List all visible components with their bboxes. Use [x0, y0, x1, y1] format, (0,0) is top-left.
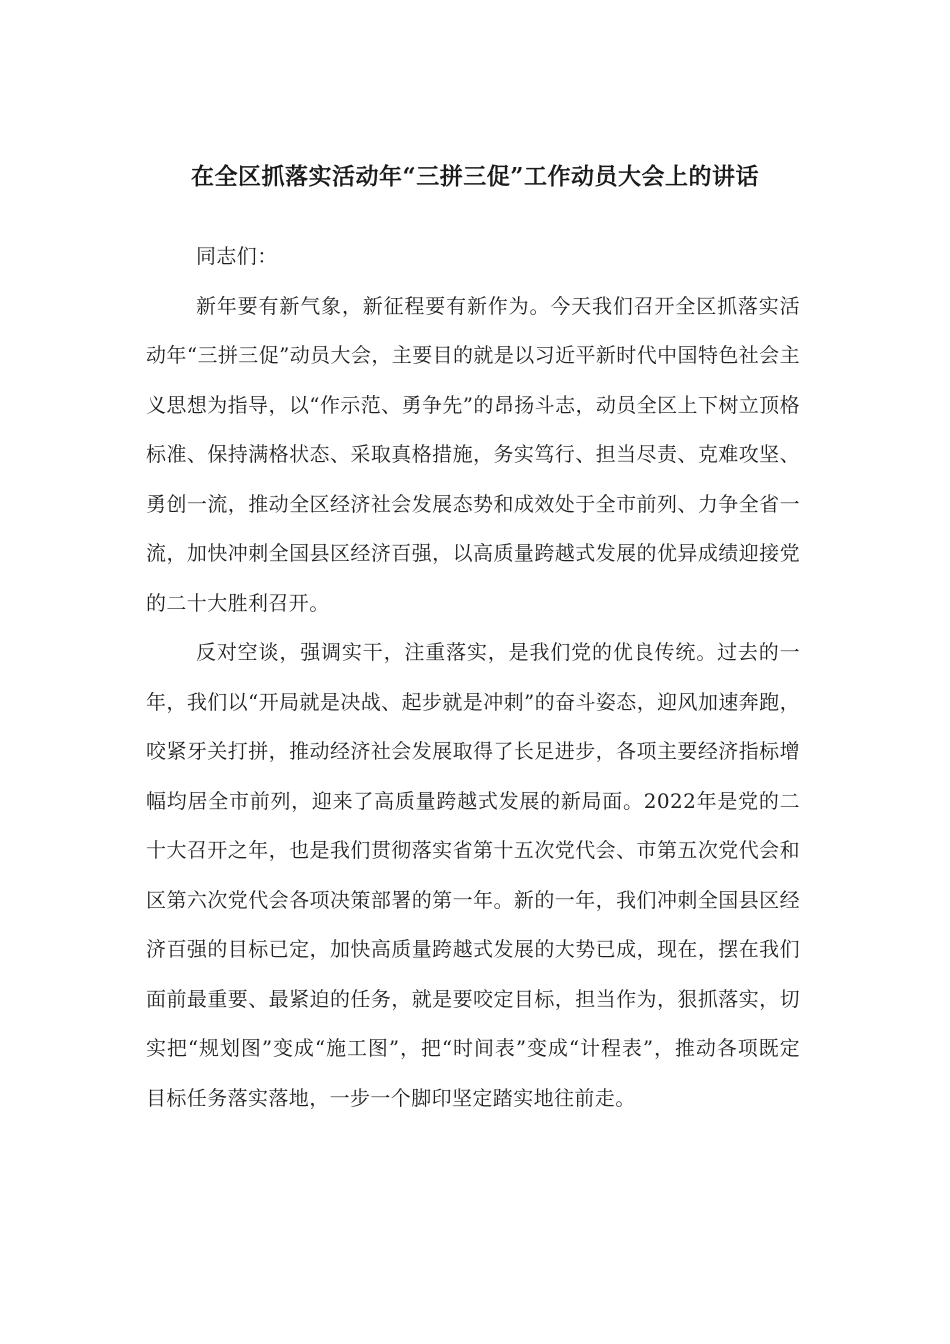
paragraph-2: 反对空谈，强调实干，注重落实，是我们党的优良传统。过去的一年，我们以“开局就是决战、起步就是冲刺”的奋斗姿态，迎风加速奔跑，咬紧牙关打拼，推动经济社会发展取得了长足进步，各项主要经济指标增幅均居全市前列，迎来了高质量跨越式发展的新局面。2022年是党的二十大召开之年，也是我们贯彻落实省第十五次党代会、市第五次党代会和区第六次党代会各项决策部署的第一年。新的一年，我们冲刺全国县区经济百强的目标已定，加快高质量跨越式发展的大势已成，现在，摆在我们面前最重要、最紧迫的任务，就是要咬定目标，担当作为，狠抓落实，切实把“规划图”变成“施工图”，把“时间表”变成“计程表”，推动各项既定目标任务落实落地，一步一个脚印坚定踏实地往前走。 [146, 640, 800, 1110]
document-body [146, 232, 800, 1123]
greeting: 同志们： [196, 244, 278, 268]
document-title: 在全区抓落实活动年“三拼三促”工作动员大会上的讲话 [191, 163, 759, 190]
paragraph-1: 新年要有新气象，新征程要有新作为。今天我们召开全区抓落实活动年“三拼三促”动员大会，主要目的就是以习近平新时代中国特色社会主义思想为指导，以“作示范、勇争先”的昂扬斗志，动员全区上下树立顶格标准、保持满格状态、采取真格措施，务实笃行、担当尽责、克难攻坚、勇创一流，推动全区经济社会发展态势和成效处于全市前列、力争全省一流，加快冲刺全国县区经济百强，以高质量跨越式发展的优异成绩迎接党的二十大胜利召开。 [146, 293, 800, 615]
